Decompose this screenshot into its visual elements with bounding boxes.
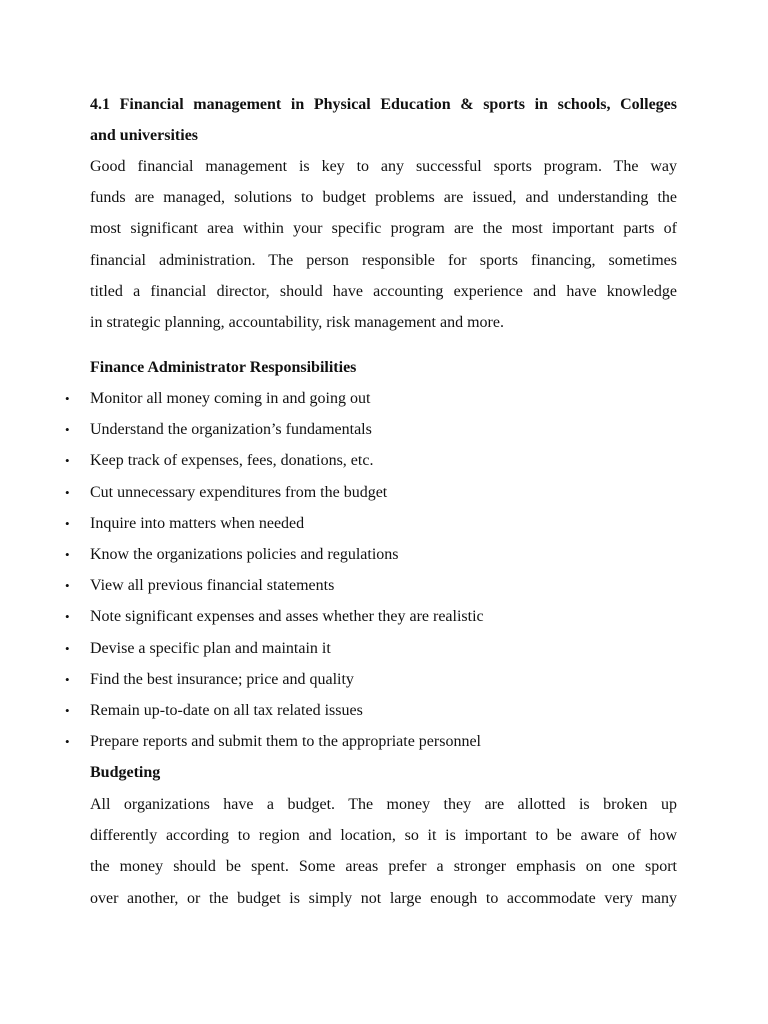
bullet-icon: • bbox=[65, 391, 70, 406]
text-line: most significant area within your specific program are the most important parts of bbox=[90, 220, 677, 238]
list-item bbox=[65, 414, 677, 445]
bullet-icon: • bbox=[65, 484, 70, 500]
text-line: the money should be spent. Some areas prefer a stronger emphasis on one sport bbox=[90, 858, 677, 876]
list-item bbox=[65, 539, 677, 570]
text-line: All organizations have a budget. The money they are allotted is broken up bbox=[90, 796, 677, 813]
list-item-text: Understand the organization’s fundamentals bbox=[90, 421, 372, 439]
budgeting-paragraph bbox=[90, 789, 677, 914]
text-line: Good financial management is key to any successful sports program. The way bbox=[90, 158, 677, 175]
list-item-text: Keep track of expenses, fees, donations, etc. bbox=[90, 452, 374, 470]
list-item-text: Know the organizations policies and regulations bbox=[90, 546, 399, 564]
bullet-icon: • bbox=[65, 578, 70, 594]
list-item bbox=[65, 570, 677, 601]
list-item-text: Remain up-to-date on all tax related issues bbox=[90, 702, 363, 720]
section-heading bbox=[90, 89, 677, 151]
heading-line: and universities bbox=[90, 127, 199, 145]
list-item-text: Monitor all money coming in and going out bbox=[90, 390, 371, 407]
bullet-icon: • bbox=[65, 453, 70, 469]
list-item-text: Inquire into matters when needed bbox=[90, 514, 305, 532]
bullet-icon: • bbox=[65, 640, 70, 656]
list-item bbox=[65, 726, 677, 757]
text-line: in strategic planning, accountability, risk management and more. bbox=[90, 314, 504, 332]
text-line: titled a financial director, should have accounting experience and have knowledge bbox=[90, 282, 677, 300]
list-item bbox=[65, 695, 677, 726]
list-item bbox=[65, 633, 677, 664]
text-line: funds are managed, solutions to budget problems are issued, and understanding the bbox=[90, 189, 677, 207]
bullet-icon: • bbox=[65, 734, 70, 750]
responsibilities-list-container bbox=[65, 383, 677, 757]
responsibilities-heading: Finance Administrator Responsibilities bbox=[90, 359, 357, 376]
list-item-text: Prepare reports and submit them to the appropriate personnel bbox=[90, 733, 481, 751]
bullet-icon: • bbox=[65, 609, 70, 625]
bullet-icon: • bbox=[65, 547, 70, 563]
bullet-icon: • bbox=[65, 671, 70, 687]
text-line: financial administration. The person responsible for sports financing, sometimes bbox=[90, 251, 677, 269]
bullet-icon: • bbox=[65, 515, 70, 531]
list-item-text: View all previous financial statements bbox=[90, 577, 335, 595]
list-item bbox=[65, 601, 677, 632]
list-item bbox=[65, 445, 677, 476]
list-item-text: Note significant expenses and asses whether they are realistic bbox=[90, 608, 484, 626]
text-line: differently according to region and location, so it is important to be aware of how bbox=[90, 827, 677, 845]
list-item-text: Cut unnecessary expenditures from the budget bbox=[90, 483, 388, 501]
responsibilities-list bbox=[65, 383, 677, 757]
intro-paragraph bbox=[90, 151, 677, 338]
list-item bbox=[65, 383, 677, 414]
list-item bbox=[65, 508, 677, 539]
list-item-text: Find the best insurance; price and quality bbox=[90, 670, 354, 688]
list-item bbox=[65, 477, 677, 508]
list-item-text: Devise a specific plan and maintain it bbox=[90, 639, 331, 657]
list-item bbox=[65, 664, 677, 695]
budgeting-heading: Budgeting bbox=[90, 764, 161, 781]
bullet-icon: • bbox=[65, 422, 70, 438]
heading-line: 4.1 Financial management in Physical Education & sports in schools, Colleges bbox=[90, 96, 677, 113]
bullet-icon: • bbox=[65, 703, 70, 719]
text-line: over another, or the budget is simply not large enough to accommodate very many bbox=[90, 889, 677, 907]
